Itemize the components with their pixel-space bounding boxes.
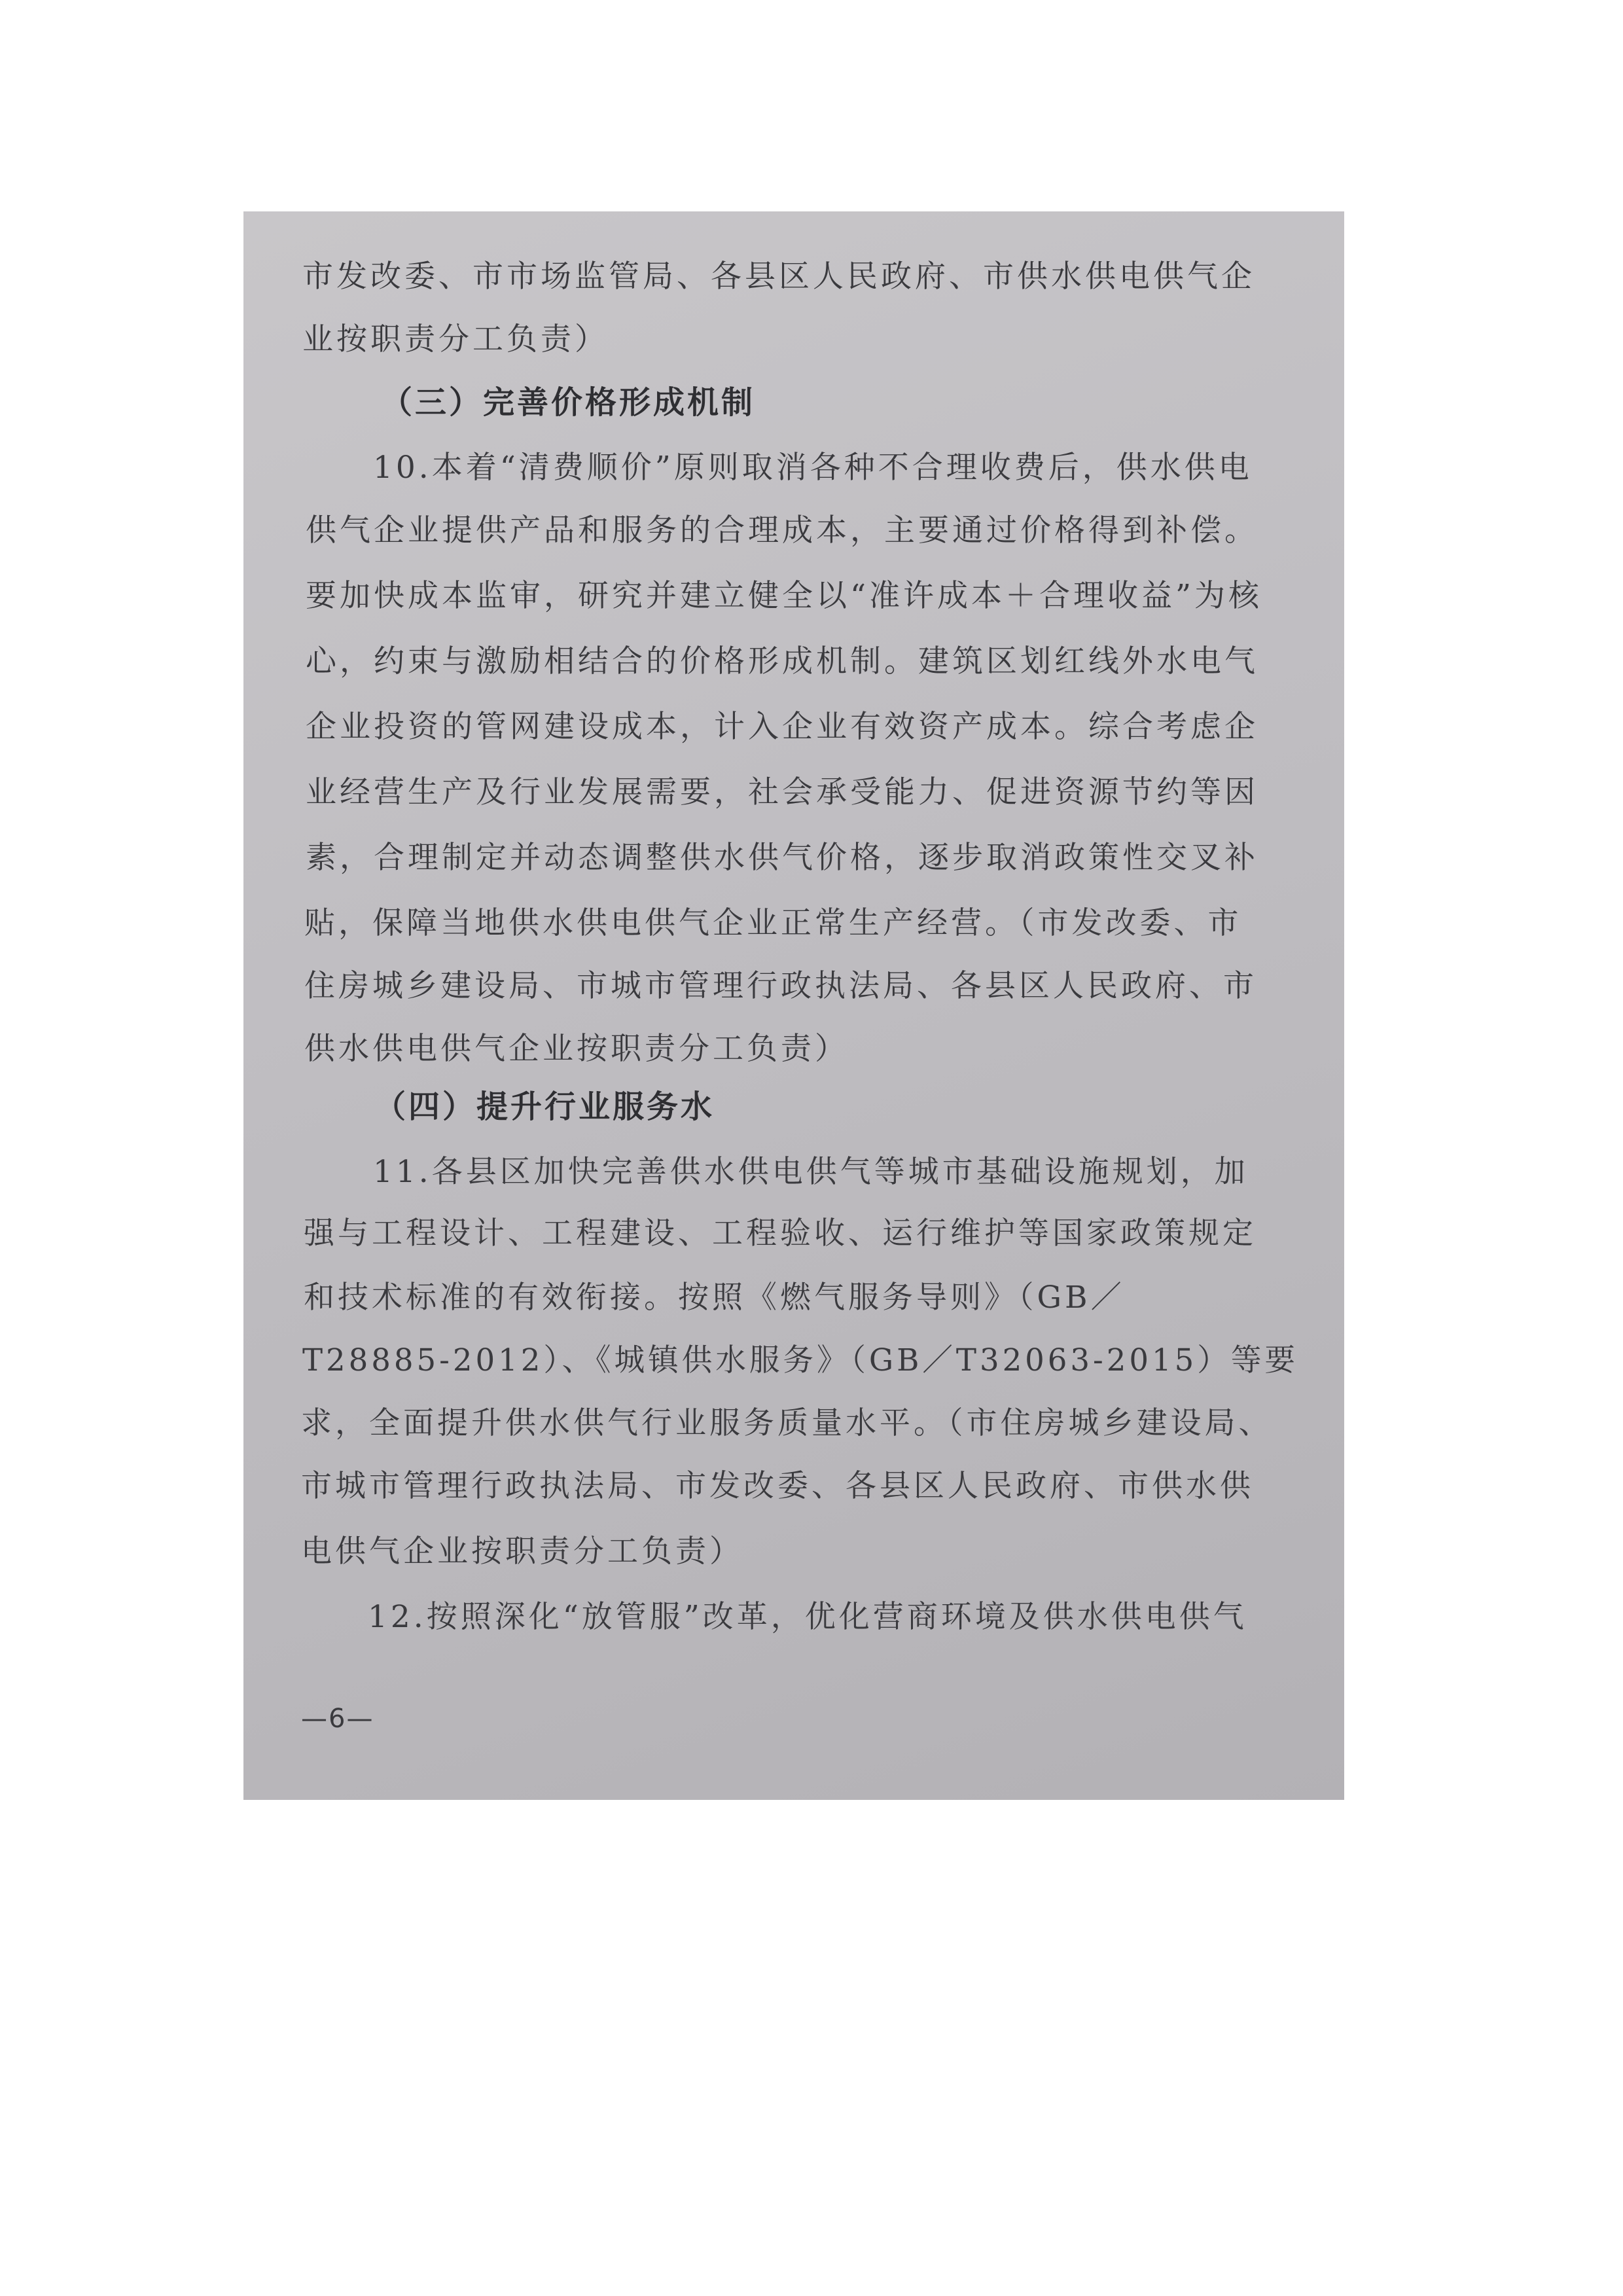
paragraph-line: 12.按照深化“放管服”改革，优化营商环境及供水供电供气	[368, 1599, 1247, 1635]
paragraph-line: T28885-2012）、《城镇供水服务》（GB／T32063-2015）等要	[302, 1342, 1299, 1378]
paragraph-line: 11.各县区加快完善供水供电供气等城市基础设施规划，加	[373, 1154, 1249, 1190]
body-line: 市发改委、市市场监管局、各县区人民政府、市供水供电供气企	[302, 259, 1255, 295]
paragraph-line: 市城市管理行政执法局、市发改委、各县区人民政府、市供水供	[301, 1468, 1254, 1504]
paragraph-line: 住房城乡建设局、市城市管理行政执法局、各县区人民政府、市	[304, 968, 1257, 1004]
paragraph-line: 业经营生产及行业发展需要，社会承受能力、促进资源节约等因	[306, 774, 1258, 810]
paragraph-line: 心，约束与激励相结合的价格形成机制。建筑区划红线外水电气	[306, 643, 1258, 679]
section-heading: （四）提升行业服务水	[374, 1088, 715, 1125]
paragraph-line: 企业投资的管网建设成本，计入企业有效资产成本。综合考虑企	[306, 709, 1258, 745]
section-heading: （三）完善价格形成机制	[381, 384, 756, 421]
paragraph-line: 供水供电供气企业按职责分工负责）	[304, 1031, 849, 1067]
paragraph-line: 要加快成本监审，研究并建立健全以“准许成本＋合理收益”为核	[306, 578, 1263, 614]
paragraph-line: 供气企业提供产品和服务的合理成本，主要通过价格得到补偿。	[306, 512, 1258, 548]
paragraph-line: 和技术标准的有效衔接。按照《燃气服务导则》（GB／	[304, 1280, 1125, 1316]
paragraph-line: 电供气企业按职责分工负责）	[301, 1534, 743, 1570]
paragraph-line: 素，合理制定并动态调整供水供气价格，逐步取消政策性交叉补	[306, 840, 1258, 876]
paragraph-line: 强与工程设计、工程建设、工程验收、运行维护等国家政策规定	[304, 1215, 1257, 1251]
paragraph-line: 贴，保障当地供水供电供气企业正常生产经营。（市发改委、市	[304, 905, 1242, 941]
document-photo	[243, 211, 1344, 1800]
body-line: 业按职责分工负责）	[302, 321, 609, 357]
page-number: —6—	[301, 1704, 374, 1734]
paragraph-line: 10.本着“清费顺价”原则取消各种不合理收费后，供水供电	[373, 450, 1253, 486]
paragraph-line: 求，全面提升供水供气行业服务质量水平。（市住房城乡建设局、	[301, 1405, 1273, 1441]
